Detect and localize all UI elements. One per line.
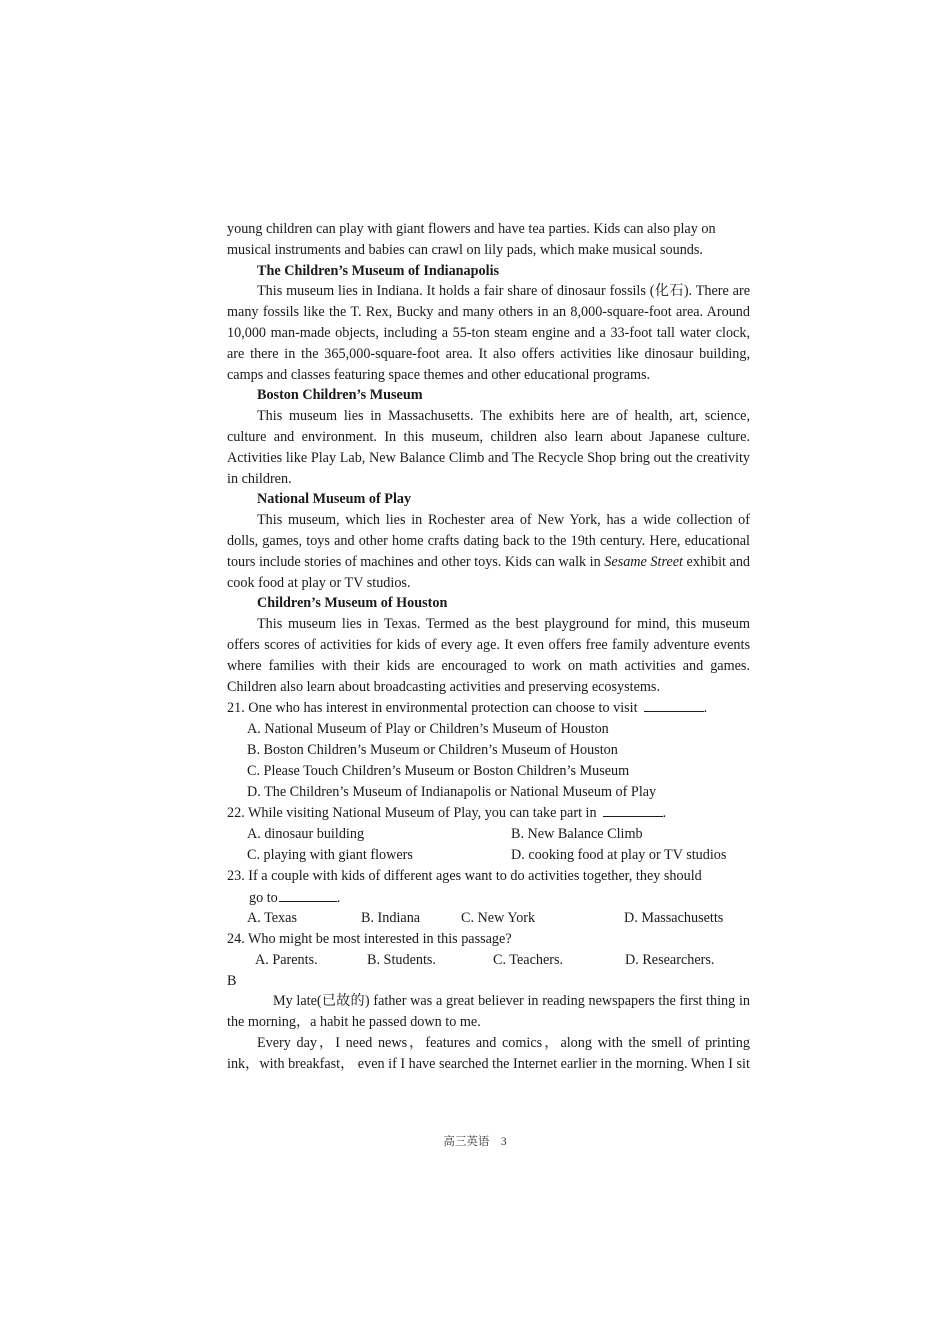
options-24-row bbox=[227, 950, 750, 971]
intro-continuation-line: young children can play with giant flowers and have tea parties. Kids can also play on bbox=[227, 221, 716, 237]
option-22-d: D. cooking food at play or TV studios bbox=[511, 846, 727, 863]
option-21-c: C. Please Touch Children’s Museum or Boston Children’s Museum bbox=[247, 762, 630, 779]
question-22-stem: 22. While visiting National Museum of Play, you can take part in bbox=[227, 805, 597, 822]
page-content bbox=[227, 219, 750, 1075]
option-23-d: D. Massachusetts bbox=[624, 910, 724, 927]
question-23-stem-cont: go to bbox=[249, 889, 278, 906]
museum-text-national-play-part2: exhibit and cook food at play or TV studios. bbox=[227, 553, 751, 591]
options-22-row-1 bbox=[227, 824, 750, 845]
question-24: 24. Who might be most interested in this passage? bbox=[227, 931, 512, 948]
option-24-c: C. Teachers. bbox=[493, 951, 564, 968]
page-footer: 高三英语 3 bbox=[443, 1136, 507, 1148]
section-letter-b: B bbox=[227, 972, 237, 989]
option-21-b: B. Boston Children’s Museum or Children’s Museum of Houston bbox=[247, 741, 618, 758]
question-21 bbox=[227, 697, 750, 719]
question-22-end: . bbox=[662, 805, 667, 822]
intro-continuation-line: musical instruments and babies can crawl on lily pads, which make musical sounds. bbox=[227, 241, 703, 258]
options-22-row-2 bbox=[227, 845, 750, 866]
passage-b-paragraph-1: My late(已故的) father was a great believer in reading newspapers the first thing in the morning，a habit he passed down to me. bbox=[227, 993, 750, 1031]
sesame-street-title: Sesame Street bbox=[604, 553, 683, 570]
question-23-end: . bbox=[336, 889, 341, 906]
option-23-b: B. Indiana bbox=[361, 910, 421, 927]
question-21-end: . bbox=[703, 700, 708, 717]
option-23-c: C. New York bbox=[461, 910, 536, 927]
answer-blank-22 bbox=[603, 802, 663, 817]
question-22 bbox=[227, 802, 750, 824]
question-23: 23. If a couple with kids of different ages want to do activities together, they should bbox=[227, 867, 702, 884]
museum-text-indianapolis: This museum lies in Indiana. It holds a fair share of dinosaur fossils (化石). There are many fossils like the T. Rex, Bucky and many others in an 8,000-square-foot area. Around 10,000 man-made objects, including a 55-ton steam engine and a 33-foot tall water clock, are there in the 365,000-square-foot area. It also offers activities like dinosaur building, camps and classes featuring space themes and other educational programs. bbox=[227, 283, 750, 383]
answer-blank-23 bbox=[279, 887, 337, 902]
museum-heading-indianapolis: The Children’s Museum of Indianapolis bbox=[257, 262, 500, 279]
museum-text-boston: This museum lies in Massachusetts. The exhibits here are of health, art, science, culture and environment. In this museum, children also learn about Japanese culture. Activities like Play Lab, New Balance Climb and The Recycle Shop bring out the creativity in children. bbox=[227, 408, 750, 487]
option-21-d: D. The Children’s Museum of Indianapolis or National Museum of Play bbox=[247, 783, 657, 800]
option-22-a: A. dinosaur building bbox=[247, 826, 365, 843]
option-24-a: A. Parents. bbox=[255, 951, 318, 968]
passage-b-paragraph-2: Every day，I need news，features and comics，along with the smell of printing ink，with breakfast， even if I have searched the Internet earlier in the morning. When I sit bbox=[227, 1035, 750, 1072]
museum-heading-boston: Boston Children’s Museum bbox=[257, 387, 423, 404]
answer-blank-21 bbox=[644, 697, 704, 712]
option-23-a: A. Texas bbox=[247, 910, 297, 927]
options-23-row bbox=[227, 908, 750, 929]
option-24-b: B. Students. bbox=[367, 951, 436, 968]
museum-heading-national-play: National Museum of Play bbox=[257, 491, 412, 508]
museum-text-houston: This museum lies in Texas. Termed as the best playground for mind, this museum offers scores of activities for kids of every age. It even offers free family adventure events where families with their kids are encouraged to work on math activities and games. Children also learn about broadcasting activities and preserving ecosystems. bbox=[227, 616, 750, 695]
museum-heading-houston: Children’s Museum of Houston bbox=[257, 595, 448, 612]
museum-text-national-play-part1: This museum, which lies in Rochester area of New York, has a wide collection of dolls, games, toys and other home crafts dating back to the 19th century. Here, educational tours include stories of machines and other toys. Kids can walk in bbox=[227, 512, 750, 570]
museum-text-national-play bbox=[227, 510, 750, 593]
question-21-stem: 21. One who has interest in environmental protection can choose to visit bbox=[227, 700, 638, 717]
option-22-b: B. New Balance Climb bbox=[511, 826, 643, 843]
option-24-d: D. Researchers. bbox=[625, 951, 715, 968]
option-22-c: C. playing with giant flowers bbox=[247, 846, 413, 863]
question-23-continuation bbox=[227, 887, 750, 909]
option-21-a: A. National Museum of Play or Children’s Museum of Houston bbox=[247, 721, 609, 738]
